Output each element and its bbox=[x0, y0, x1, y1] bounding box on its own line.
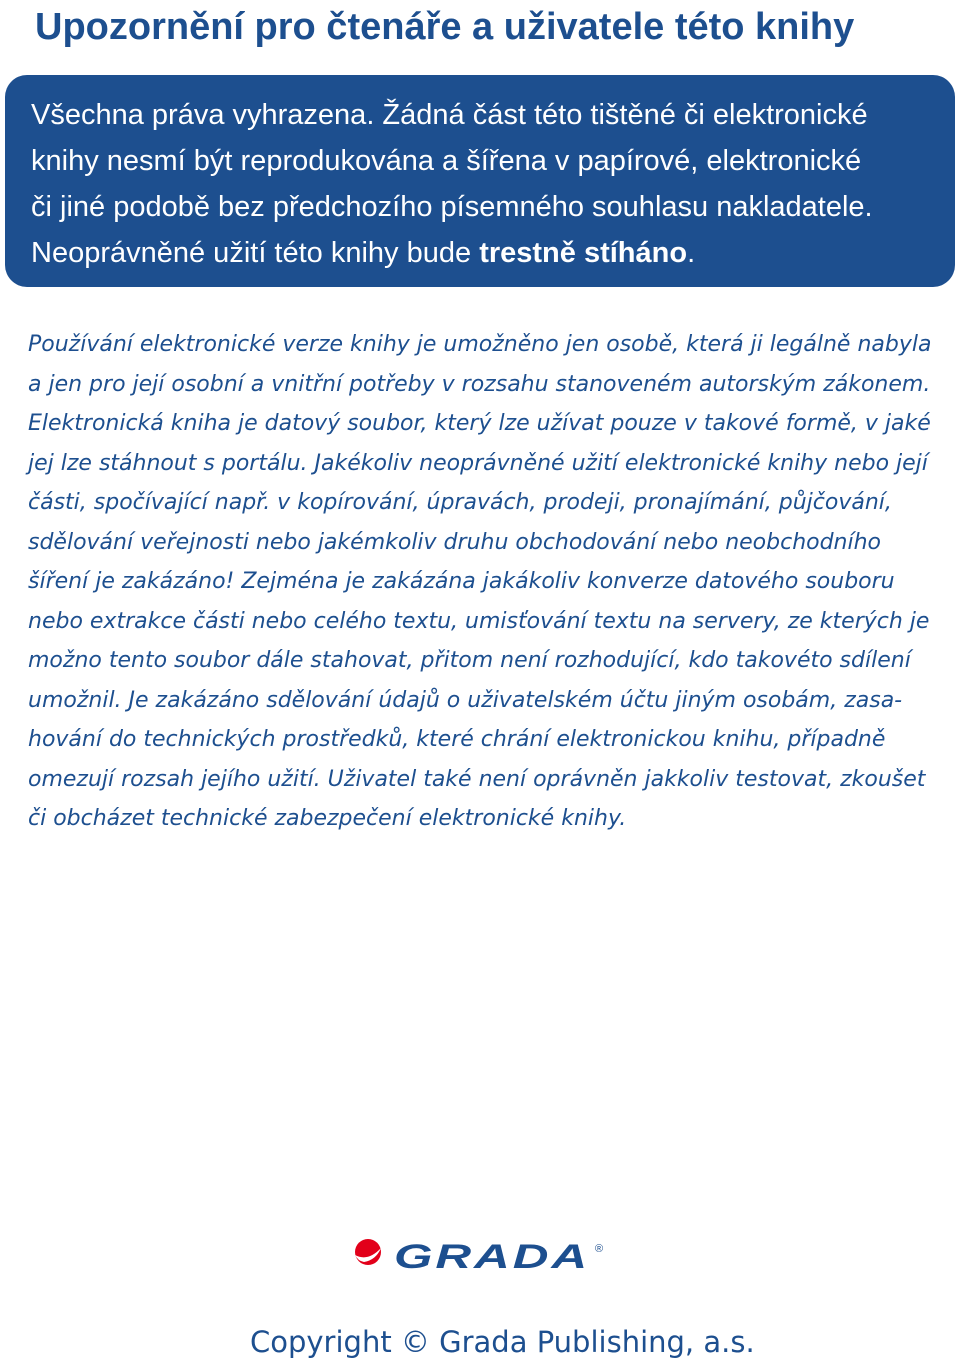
notice-line: knihy nesmí být reprodukována a šířena v papírové, elektronické bbox=[31, 145, 862, 177]
terms-line: možno tento soubor dále stahovat, přitom není rozhodující, kdo takovéto sdílení bbox=[28, 648, 911, 673]
terms-line: a jen pro její osobní a vnitřní potřeby v rozsahu stanoveném autorským zákonem. bbox=[28, 371, 931, 397]
notice-line-end: . bbox=[687, 237, 696, 269]
notice-emphasis: trestně stíháno bbox=[479, 237, 688, 269]
notice-line-text: Neoprávněné užití této knihy bude bbox=[31, 237, 480, 269]
notice-line bbox=[31, 230, 945, 276]
terms-line: či obcházet technické zabezpečení elektronické knihy. bbox=[28, 806, 627, 831]
page-title: Upozornění pro čtenáře a uživatele této knihy bbox=[35, 6, 855, 48]
terms-line: sdělování veřejnosti nebo jakémkoliv druhu obchodování nebo neobchodního bbox=[28, 529, 882, 555]
terms-line: jej lze stáhnout s portálu. Jakékoliv neoprávněné užití elektronické knihy nebo její bbox=[28, 450, 928, 476]
terms-line: části, spočívající např. v kopírování, úpravách, prodeji, pronajímání, půjčování, bbox=[28, 490, 892, 515]
terms-line: omezují rozsah jejího užití. Uživatel také není oprávněn jakkoliv testovat, zkoušet bbox=[28, 766, 926, 792]
terms-line: hování do technických prostředků, které chrání elektronickou knihu, případně bbox=[28, 727, 886, 752]
grada-logo bbox=[354, 1238, 606, 1276]
terms-line: Elektronická kniha je datový soubor, který lze užívat pouze v takové formě, v jaké bbox=[28, 411, 931, 436]
registered-mark: ® bbox=[595, 1243, 604, 1255]
grada-logo-icon bbox=[354, 1238, 606, 1276]
terms-line: nebo extrakce části nebo celého textu, umisťování textu na servery, ze kterých je bbox=[28, 608, 930, 634]
logo-wordmark: GRADA bbox=[394, 1238, 590, 1276]
copyright-notice-box bbox=[5, 75, 955, 287]
ebook-usage-terms bbox=[28, 325, 938, 839]
terms-line: šíření je zakázáno! Zejména je zakázána jakákoliv konverze datového souboru bbox=[28, 569, 895, 594]
copyright-text: Copyright © Grada Publishing, a.s. bbox=[250, 1325, 755, 1359]
terms-line: Používání elektronické verze knihy je umožněno jen osobě, která ji legálně nabyla bbox=[28, 332, 932, 357]
notice-line: či jiné podobě bez předchozího písemného souhlasu nakladatele. bbox=[31, 191, 873, 223]
notice-line: Všechna práva vyhrazena. Žádná část této tištěné či elektronické bbox=[31, 99, 868, 131]
terms-line: umožnil. Je zakázáno sdělování údajů o uživatelském účtu jiným osobám, zasa- bbox=[28, 687, 903, 713]
